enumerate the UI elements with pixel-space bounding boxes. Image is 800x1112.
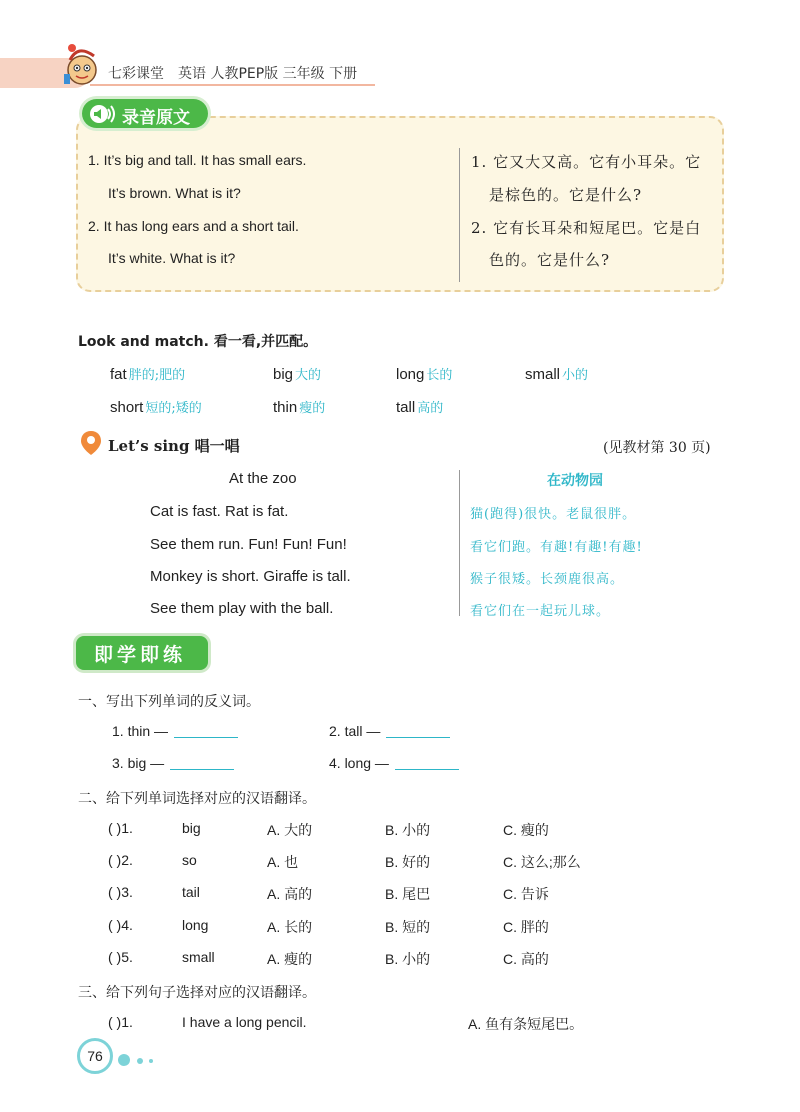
answer-paren[interactable]: ( )4.: [108, 917, 133, 933]
page-number: 76: [87, 1048, 103, 1064]
option-c: C. 这么;那么: [503, 854, 581, 870]
rec-en-line: 1. It’s big and tall. It has small ears.: [88, 152, 307, 168]
song-cn-line: 看它们在一起玩儿球。: [470, 604, 611, 619]
look-and-match-title: Look and match. 看一看,并匹配。: [78, 334, 318, 350]
option-a: A. 鱼有条短尾巴。: [468, 1016, 584, 1032]
option-c: C. 瘦的: [503, 822, 549, 838]
answer-blank[interactable]: [395, 756, 459, 770]
location-pin-icon: [80, 430, 102, 456]
option-c: C. 告诉: [503, 886, 549, 902]
vocab-word: so: [182, 852, 197, 868]
antonym-item: 3. big —: [112, 755, 234, 771]
antonym-item: 1. thin —: [112, 723, 238, 739]
match-word: tall 高的: [396, 399, 444, 416]
song-en-line: See them run. Fun! Fun! Fun!: [150, 536, 347, 553]
match-word: thin 瘦的: [273, 399, 326, 416]
vocab-word: long: [182, 917, 209, 933]
answer-blank[interactable]: [174, 724, 238, 738]
option-b: B. 尾巴: [385, 886, 431, 902]
vocab-word: big: [182, 820, 201, 836]
answer-paren[interactable]: ( )1.: [108, 820, 133, 836]
song-cn-line: 猴子很矮。长颈鹿很高。: [470, 572, 625, 587]
rec-cn-line: 是棕色的。它是什么?: [489, 186, 643, 204]
answer-paren[interactable]: ( )5.: [108, 949, 133, 965]
option-a: A. 大的: [267, 822, 313, 838]
recording-divider: [459, 148, 460, 282]
practice-tab: [76, 636, 208, 670]
practice-title: 即学即练: [94, 644, 187, 666]
option-b: B. 好的: [385, 854, 431, 870]
rec-cn-line: 2. 它有长耳朵和短尾巴。它是白: [471, 219, 702, 237]
answer-paren[interactable]: ( )2.: [108, 852, 133, 868]
antonym-item: 4. long —: [329, 755, 459, 771]
vocab-word: small: [182, 949, 215, 965]
song-en-line: Cat is fast. Rat is fat.: [150, 503, 289, 520]
option-c: C. 高的: [503, 951, 549, 967]
option-a: A. 也: [267, 854, 299, 870]
option-a: A. 长的: [267, 919, 313, 935]
decor-dot: [149, 1059, 153, 1063]
sing-title: Let’s sing 唱一唱: [108, 437, 240, 455]
match-word: big 大的: [273, 366, 322, 383]
rec-en-line: 2. It has long ears and a short tail.: [88, 218, 299, 234]
antonym-item: 2. tall —: [329, 723, 450, 739]
sentence: I have a long pencil.: [182, 1014, 307, 1030]
answer-blank[interactable]: [386, 724, 450, 738]
recording-title: 录音原文: [122, 108, 190, 128]
question-2-heading: 二、给下列单词选择对应的汉语翻译。: [78, 791, 316, 807]
sing-reference: (见教材第 30 页): [603, 440, 711, 456]
decor-dot: [137, 1058, 143, 1064]
option-a: A. 高的: [267, 886, 313, 902]
rec-cn-line: 色的。它是什么?: [489, 251, 611, 269]
rec-en-line: It’s brown. What is it?: [108, 185, 241, 201]
sing-divider: [459, 470, 460, 616]
song-cn-line: 猫(跑得)很快。老鼠很胖。: [470, 507, 637, 522]
vocab-word: tail: [182, 884, 200, 900]
speaker-icon: [89, 104, 115, 124]
header-title: 七彩课堂 英语 人教PEP版 三年级 下册: [108, 66, 358, 82]
match-word: short 短的;矮的: [110, 399, 202, 416]
option-b: B. 小的: [385, 951, 431, 967]
question-3-heading: 三、给下列句子选择对应的汉语翻译。: [78, 985, 316, 1001]
decor-dot: [118, 1054, 130, 1066]
option-b: B. 小的: [385, 822, 431, 838]
answer-paren[interactable]: ( )3.: [108, 884, 133, 900]
header-line: [90, 84, 375, 86]
song-en-line: See them play with the ball.: [150, 600, 334, 617]
rec-en-line: It’s white. What is it?: [108, 250, 236, 266]
song-en-title: At the zoo: [229, 470, 297, 487]
mascot-icon: [58, 40, 104, 88]
song-cn-line: 看它们跑。有趣!有趣!有趣!: [470, 540, 643, 555]
option-c: C. 胖的: [503, 919, 549, 935]
match-word: small 小的: [525, 366, 589, 383]
song-en-line: Monkey is short. Giraffe is tall.: [150, 568, 351, 585]
answer-blank[interactable]: [170, 756, 234, 770]
question-1-heading: 一、写出下列单词的反义词。: [78, 694, 260, 710]
song-cn-title: 在动物园: [547, 473, 603, 489]
rec-cn-line: 1. 它又大又高。它有小耳朵。它: [471, 153, 702, 171]
match-word: long 长的: [396, 366, 453, 383]
answer-paren[interactable]: ( )1.: [108, 1014, 133, 1030]
recording-tab: [82, 99, 208, 128]
page-number-badge: [77, 1038, 113, 1074]
option-b: B. 短的: [385, 919, 431, 935]
match-word: fat 胖的;肥的: [110, 366, 186, 383]
option-a: A. 瘦的: [267, 951, 313, 967]
